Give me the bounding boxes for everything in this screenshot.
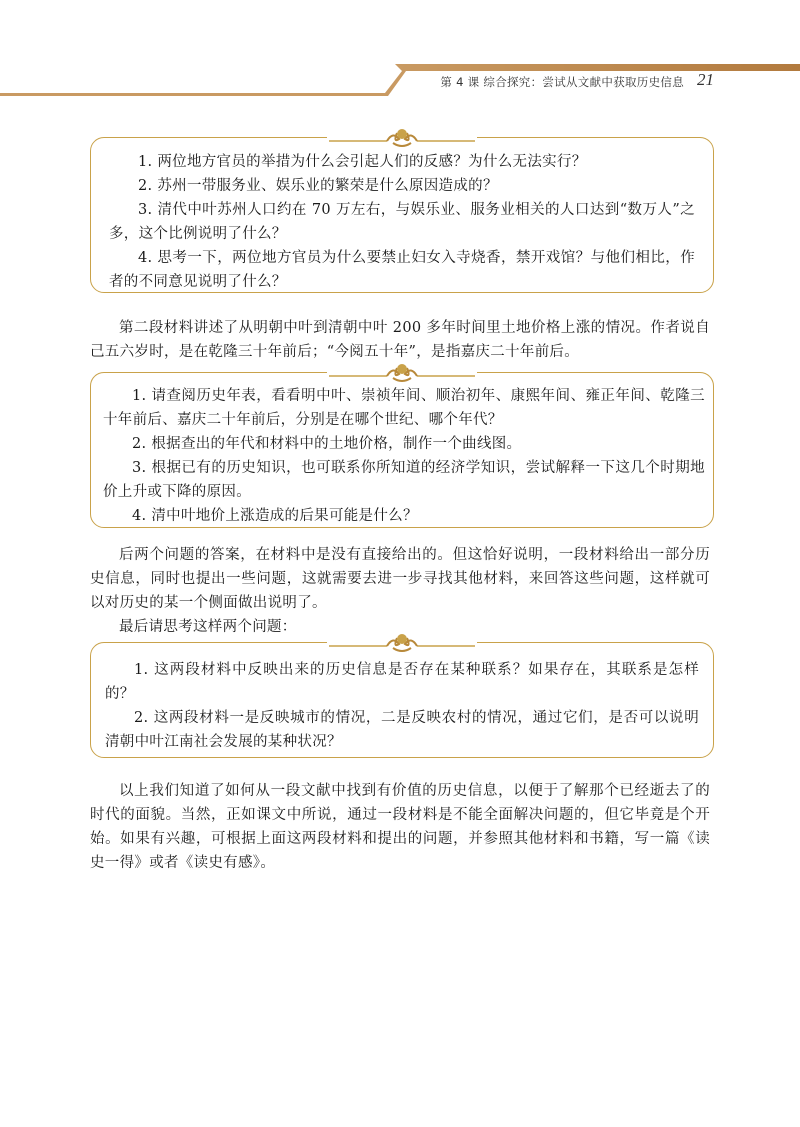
gold-scroll-ornament-icon xyxy=(327,362,477,384)
body-paragraph-3 xyxy=(90,779,710,875)
question-box-1 xyxy=(90,137,714,293)
gold-scroll-ornament-icon xyxy=(327,632,477,654)
paragraph-text: 第二段材料讲述了从明朝中叶到清朝中叶 200 多年时间里土地价格上涨的情况。作者说自己五六岁时，是在乾隆三十年前后；“今阅五十年”，是指嘉庆二十年前后。 xyxy=(90,320,710,360)
body-paragraph-2 xyxy=(90,543,710,639)
question-item: 1. 这两段材料中反映出来的历史信息是否存在某种联系？如果存在，其联系是怎样的？ xyxy=(105,662,699,702)
paragraph-text: 后两个问题的答案，在材料中是没有直接给出的。但这恰好说明，一段材料给出一部分历史信息，同时也提出一些问题，这就需要去进一步寻找其他材料，来回答这些问题，这样就可以对历史的某一个侧面做出说明了。 xyxy=(90,547,710,611)
question-item: 1. 请查阅历史年表，看看明中叶、崇祯年间、顺治初年、康熙年间、雍正年间、乾隆三十年前后、嘉庆二十年前后，分别是在哪个世纪、哪个年代？ xyxy=(103,388,705,428)
question-box-2 xyxy=(90,372,714,528)
question-item: 2. 苏州一带服务业、娱乐业的繁荣是什么原因造成的？ xyxy=(138,178,498,194)
question-item: 4. 清中叶地价上涨造成的后果可能是什么？ xyxy=(132,508,418,524)
paragraph-text: 以上我们知道了如何从一段文献中找到有价值的历史信息，以便于了解那个已经逝去了的时代的面貌。当然，正如课文中所说，通过一段材料是不能全面解决问题的，但它毕竟是个开始。如果有兴趣，可根据上面这两段材料和提出的问题，并参照其他材料和书籍，写一篇《读史一得》或者《读史有感》。 xyxy=(90,783,710,871)
lesson-title: 第 4 课 综合探究：尝试从文献中获取历史信息 xyxy=(440,75,684,89)
body-paragraph-1 xyxy=(90,316,710,364)
paragraph-text: 最后请思考这样两个问题： xyxy=(119,619,297,635)
question-item: 2. 这两段材料一是反映城市的情况，二是反映农村的情况，通过它们，是否可以说明清朝中叶江南社会发展的某种状况？ xyxy=(105,710,699,750)
question-item: 1. 两位地方官员的举措为什么会引起人们的反感？为什么无法实行？ xyxy=(138,154,587,170)
question-item: 4. 思考一下，两位地方官员为什么要禁止妇女入寺烧香，禁开戏馆？与他们相比，作者的不同意见说明了什么？ xyxy=(109,250,695,290)
question-box-3 xyxy=(90,642,714,758)
question-item: 3. 清代中叶苏州人口约在 70 万左右，与娱乐业、服务业相关的人口达到“数万人”之多，这个比例说明了什么？ xyxy=(109,202,695,242)
question-item: 2. 根据查出的年代和材料中的土地价格，制作一个曲线图。 xyxy=(132,436,522,452)
page-number: 21 xyxy=(697,70,714,89)
gold-scroll-ornament-icon xyxy=(327,127,477,149)
question-item: 3. 根据已有的历史知识，也可联系你所知道的经济学知识，尝试解释一下这几个时期地价上升或下降的原因。 xyxy=(103,460,705,500)
